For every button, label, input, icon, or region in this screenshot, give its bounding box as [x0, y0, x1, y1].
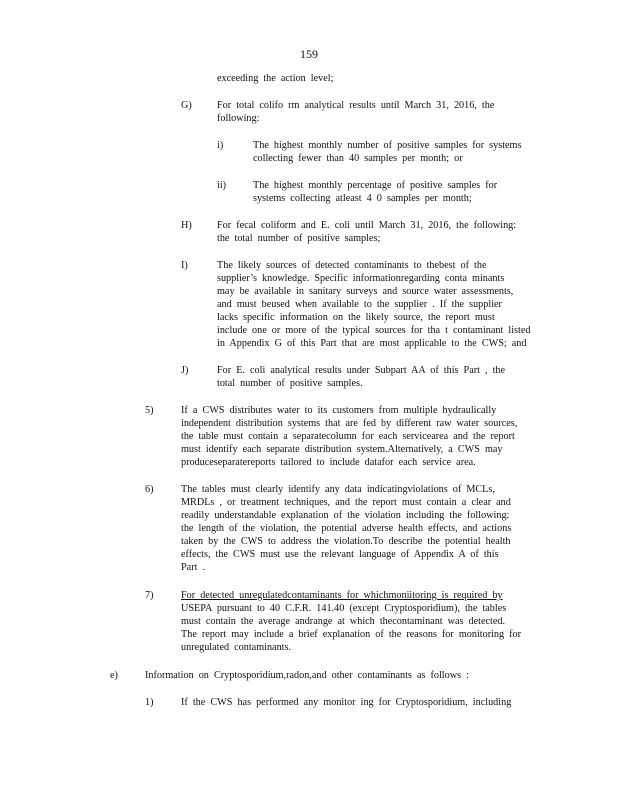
item-5-line: produceseparatereports tailored to include datafor each service area. [181, 457, 476, 468]
item-i-cap-line: in Appendix G of this Part that are most applicable to the CWS; and [217, 338, 527, 349]
item-label-i-roman: i) [217, 140, 224, 151]
item-label-e: e) [110, 670, 118, 681]
item-6-line: Part . [181, 562, 206, 573]
item-5-line: If a CWS distributes water to its customers from multiple hydraulically [181, 405, 497, 416]
item-5-line: the table must contain a separatecolumn for each servicearea and the report [181, 431, 515, 442]
item-i-cap-line: The likely sources of detected contaminants to thebest of the [217, 260, 487, 271]
item-i-line: The highest monthly number of positive samples for systems [253, 140, 522, 151]
item-label-j: J) [181, 365, 189, 376]
item-6-line: MRDLs , or treatment techniques, and the report must contain a clear and [181, 497, 511, 508]
item-5-line: independent distribution systems that are fed by different raw water sources, [181, 418, 518, 429]
item-7-line: unregulated contaminants. [181, 642, 292, 653]
item-h-line: the total number of positive samples; [217, 233, 381, 244]
item-label-ii: ii) [217, 180, 227, 191]
item-label-i: I) [181, 260, 188, 271]
item-i-cap-line: may be available in sanitary surveys and source water assessments, [217, 286, 514, 297]
item-ii-line: The highest monthly percentage of positive samples for [253, 180, 498, 191]
item-ii-line: systems collecting atleast 4 0 samples per month; [253, 193, 472, 204]
item-g-line: following: [217, 113, 260, 124]
item-j-line: For E. coli analytical results under Subpart AA of this Part , the [217, 365, 506, 376]
item-g-line: For total colifo rm analytical results until March 31, 2016, the [217, 100, 495, 111]
item-e-line: Information on Cryptosporidium,radon,and other contaminants as follows : [145, 670, 469, 681]
item-label-5: 5) [145, 405, 154, 416]
item-7-line: For detected unregulatedcontaminants for whichmoniitoring is required by [181, 590, 503, 601]
item-5-line: must identify each separate distribution system.Alternatively, a CWS may [181, 444, 503, 455]
item-i-cap-line: and must beused when available to the supplier . If the supplier [217, 299, 502, 310]
item-6-line: effects, the CWS must use the relevant language of Appendix A of this [181, 549, 499, 560]
item-i-cap-line: include one or more of the typical sources for tha t contaminant listed [217, 325, 531, 336]
item-label-6: 6) [145, 484, 154, 495]
item-6-line: readily understandable explanation of the violation including the following: [181, 510, 510, 521]
item-6-line: the length of the violation, the potential adverse health effects, and actions [181, 523, 512, 534]
item-label-1: 1) [145, 697, 154, 708]
item-i-cap-line: lacks specific information on the likely source, the report must [217, 312, 495, 323]
item-6-line: The tables must clearly identify any data indicatingviolations of MCLs, [181, 484, 495, 495]
item-i-line: collecting fewer than 40 samples per month; or [253, 153, 463, 164]
item-6-line: taken by the CWS to address the violation.To describe the potential health [181, 536, 511, 547]
continuation-line: exceeding the action level; [217, 73, 334, 84]
item-label-7: 7) [145, 590, 154, 601]
item-h-line: For fecal coliform and E. coli until March 31, 2016, the following: [217, 220, 517, 231]
item-1-line: If the CWS has performed any monitor ing for Cryptosporidium, including [181, 697, 512, 708]
item-7-line: USEPA pursuant to 40 C.F.R. 141.40 (except Cryptosporidium), the tables [181, 603, 507, 614]
item-label-h: H) [181, 220, 192, 231]
page-number: 159 [300, 47, 318, 61]
item-7-line: The report may include a brief explanation of the reasons for monitoring for [181, 629, 522, 640]
item-7-line: must contain the average andrange at which thecontaminant was detected. [181, 616, 506, 627]
item-label-g: G) [181, 100, 192, 111]
item-j-line: total number of positive samples. [217, 378, 363, 389]
item-i-cap-line: supplier’s knowledge. Specific informationregarding conta minants [217, 273, 505, 284]
